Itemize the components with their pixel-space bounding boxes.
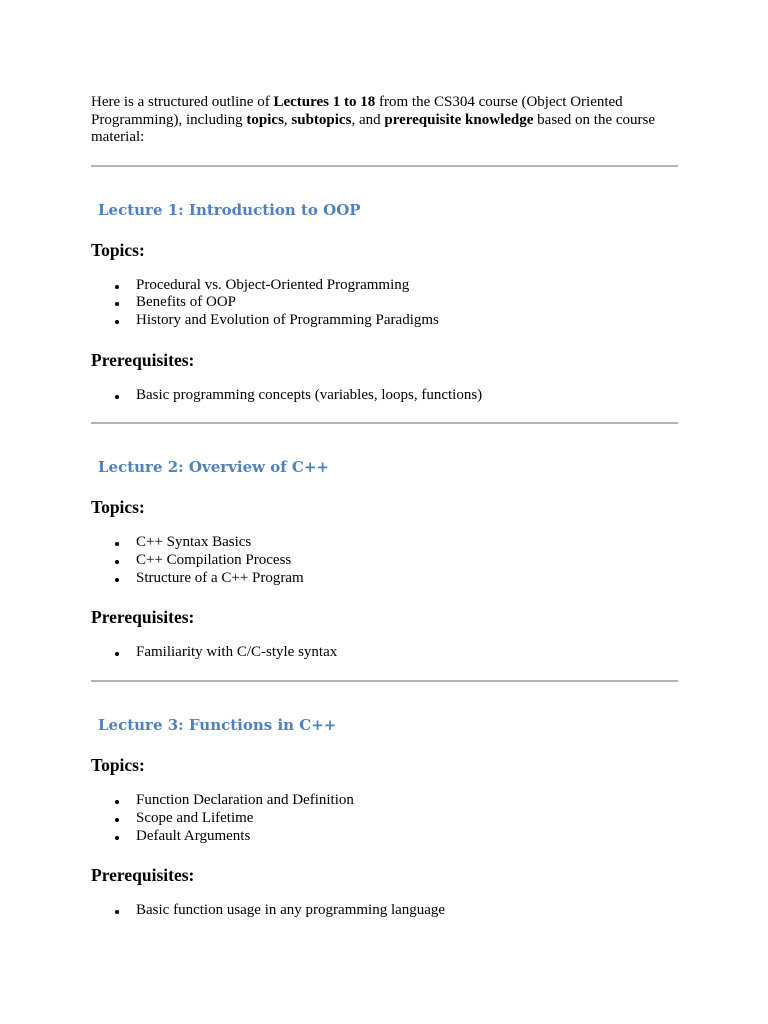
document-page [91, 94, 678, 920]
prerequisites-heading: Prerequisites: [91, 607, 195, 628]
list-item: Default Arguments [136, 828, 678, 846]
prerequisites-list [91, 387, 678, 405]
list-item: C++ Compilation Process [136, 552, 678, 570]
list-item: C++ Syntax Basics [136, 534, 678, 552]
intro-paragraph [91, 94, 678, 147]
lecture-section [91, 457, 678, 682]
prerequisites-list [91, 644, 678, 662]
topics-list [91, 277, 678, 330]
list-item: Function Declaration and Definition [136, 792, 678, 810]
list-item: Basic function usage in any programming language [136, 902, 678, 920]
list-item: Scope and Lifetime [136, 810, 678, 828]
intro-text-5: based on the course material: [91, 111, 656, 145]
list-item: History and Evolution of Programming Paradigms [136, 312, 678, 330]
lecture-section [91, 200, 678, 425]
topics-heading: Topics: [91, 239, 145, 260]
list-item: Familiarity with C/C-style syntax [136, 644, 678, 662]
list-item: Benefits of OOP [136, 294, 678, 312]
intro-text-3: , [283, 111, 292, 128]
topics-list [91, 792, 678, 845]
intro-text-1: Here is a structured outline of [91, 94, 274, 110]
intro-text-2: from the CS304 course (Object Oriented Programming), including [91, 94, 623, 128]
list-item: Basic programming concepts (variables, loops, functions) [136, 387, 678, 405]
prerequisites-heading: Prerequisites: [91, 349, 195, 370]
intro-text-4: , and [351, 111, 385, 128]
prerequisites-heading: Prerequisites: [91, 865, 195, 886]
lecture-section [91, 715, 678, 920]
topics-list [91, 534, 678, 587]
topics-heading: Topics: [91, 497, 145, 518]
list-item: Procedural vs. Object-Oriented Programming [136, 277, 678, 295]
section-divider [91, 680, 678, 682]
list-item: Structure of a C++ Program [136, 570, 678, 588]
intro-bold-subtopics: subtopics [291, 111, 352, 128]
intro-bold-lectures: Lectures 1 to 18 [273, 94, 376, 110]
section-divider [91, 422, 678, 424]
lecture-title: Lecture 1: Introduction to OOP [98, 200, 361, 219]
lecture-title: Lecture 2: Overview of C++ [98, 458, 329, 477]
topics-heading: Topics: [91, 755, 145, 776]
intro-bold-prereq: prerequisite knowledge [384, 111, 534, 128]
intro-bold-topics: topics [246, 111, 284, 128]
prerequisites-list [91, 902, 678, 920]
section-divider [91, 165, 678, 167]
lecture-title: Lecture 3: Functions in C++ [98, 716, 337, 735]
